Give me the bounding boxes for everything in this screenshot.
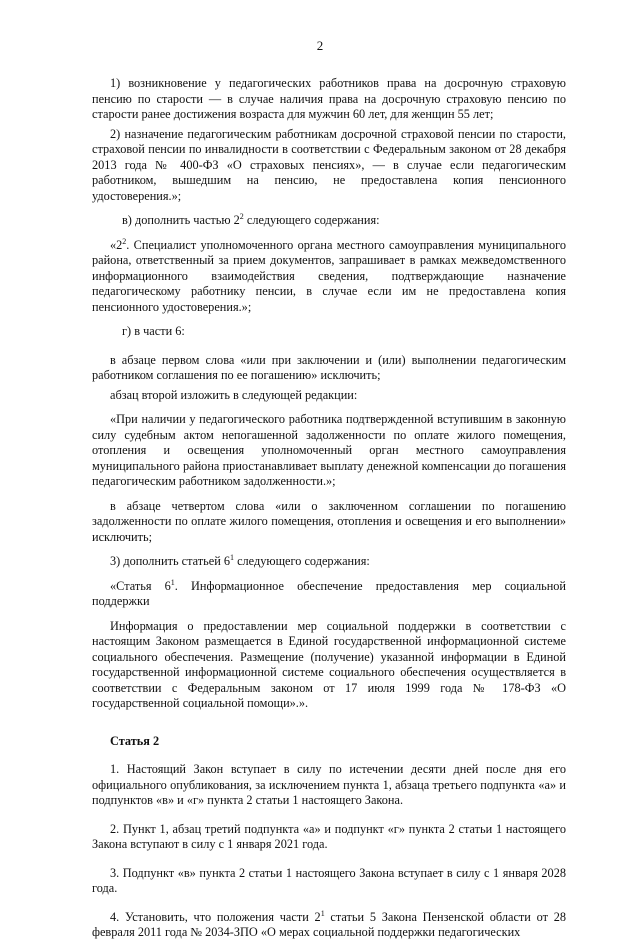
text-segment: . Информационное обеспечение предоставления мер социальной поддержки — [92, 578, 566, 608]
paragraph-abzac-4: в абзаце четвертом слова «или о заключенном соглашении по погашению задолженности по оплате жилого помещения, отопления и освещения и его выполнении» исключить; — [92, 498, 566, 544]
text-segment: следующего содержания: — [234, 554, 370, 568]
superscript: 1 — [170, 577, 175, 587]
paragraph-article-2-item-2: 2. Пункт 1, абзац третий подпункта «а» и подпункт «г» пункта 2 статьи 1 настоящего Закона вступают в силу с 1 января 2021 года. — [92, 821, 566, 851]
text-segment: «Статья 6 — [110, 578, 171, 593]
text-segment: 3) дополнить статьей 6 — [110, 554, 231, 568]
paragraph-information: Информация о предоставлении мер социальной поддержки в соответствии с настоящим Законом размещается в Единой государственной информационной системе социального обеспечения. Размещение (получение) указанной информации в Единой государственной информационной системе социального обеспечения осуществляется в соответствии с Федеральным законом от 17 июля 1999 года № 178-ФЗ «О государственной социальной помощи».». — [92, 618, 566, 710]
paragraph-add-part-2-2 — [92, 213, 566, 229]
paragraph-abzac-1: в абзаце первом слова «или при заключении и (или) выполнении педагогическим работником соглашения по ее погашению» исключить; — [92, 352, 566, 382]
paragraph-item-1: 1) возникновение у педагогических работников права на досрочную страховую пенсию по старости — в случае наличия права на досрочную страховую пенсию по старости ранее достижения возраста для мужчин 60 лет, для женщин 55 лет; — [92, 76, 566, 121]
text-segment: «2 — [110, 237, 123, 252]
superscript: 1 — [320, 908, 325, 918]
paragraph-article-6-1-title — [92, 579, 566, 610]
text-segment: статьи 5 Закона Пензенской области от 28 февраля 2011 года № 2034-ЗПО «О мерах социальной поддержки педагогических — [92, 909, 566, 939]
paragraph-article-2-item-3: 3. Подпункт «в» пункта 2 статьи 1 настоящего Закона вступает в силу с 1 января 2028 года. — [92, 865, 566, 895]
paragraph-article-2-item-4 — [92, 910, 566, 941]
text-segment: следующего содержания: — [243, 213, 380, 227]
paragraph-item-2: 2) назначение педагогическим работникам досрочной страховой пенсии по старости, страховой пенсии по инвалидности в соответствии с Федеральным законом от 28 декабря 2013 года № 400-ФЗ «О страховых пенсиях», — в случае если педагогическим работником, вышедшим на пенсию, не предоставлена копия пенсионного удостоверения.»; — [92, 126, 566, 203]
paragraph-add-article-6-1 — [92, 554, 566, 570]
paragraph-part-2-2 — [92, 238, 566, 316]
superscript: 2 — [239, 212, 244, 221]
paragraph-abzac-2: абзац второй изложить в следующей редакции: — [110, 387, 358, 402]
text-segment: 4. Установить, что положения части 2 — [110, 909, 321, 924]
paragraph-article-2-item-1: 1. Настоящий Закон вступает в силу по истечении десяти дней после дня его официального опубликования, за исключением пункта 1, абзаца третьего подпункта «а» и подпунктов «в» и «г» пункта 2 статьи 1 настоящего Закона. — [92, 762, 566, 807]
superscript: 2 — [122, 236, 127, 246]
article-2-heading: Статья 2 — [110, 733, 160, 748]
document-body — [92, 76, 566, 941]
superscript: 1 — [230, 553, 235, 562]
text-segment: . Специалист уполномоченного органа местного самоуправления муниципального района, ответственный за прием документов, запрашивает в рамках межведомственного информационного взаимодействия сведения, подтверждающие назначение педагогическому работнику пенсии, в случае если им не предоставлена копия пенсионного удостоверения.»; — [92, 237, 566, 314]
text-segment: в) дополнить частью 2 — [122, 213, 240, 227]
paragraph-new-wording: «При наличии у педагогического работника подтвержденной вступившим в законную силу судебным актом непогашенной задолженности по оплате жилого помещения, отопления и освещения уполномоченный орган местного самоуправления муниципального района приостанавливает выплату денежной компенсации до погашения педагогическим работником задолженности.»; — [92, 412, 566, 488]
page-number: 2 — [316, 38, 324, 53]
paragraph-part-6: г) в части 6: — [122, 324, 185, 338]
